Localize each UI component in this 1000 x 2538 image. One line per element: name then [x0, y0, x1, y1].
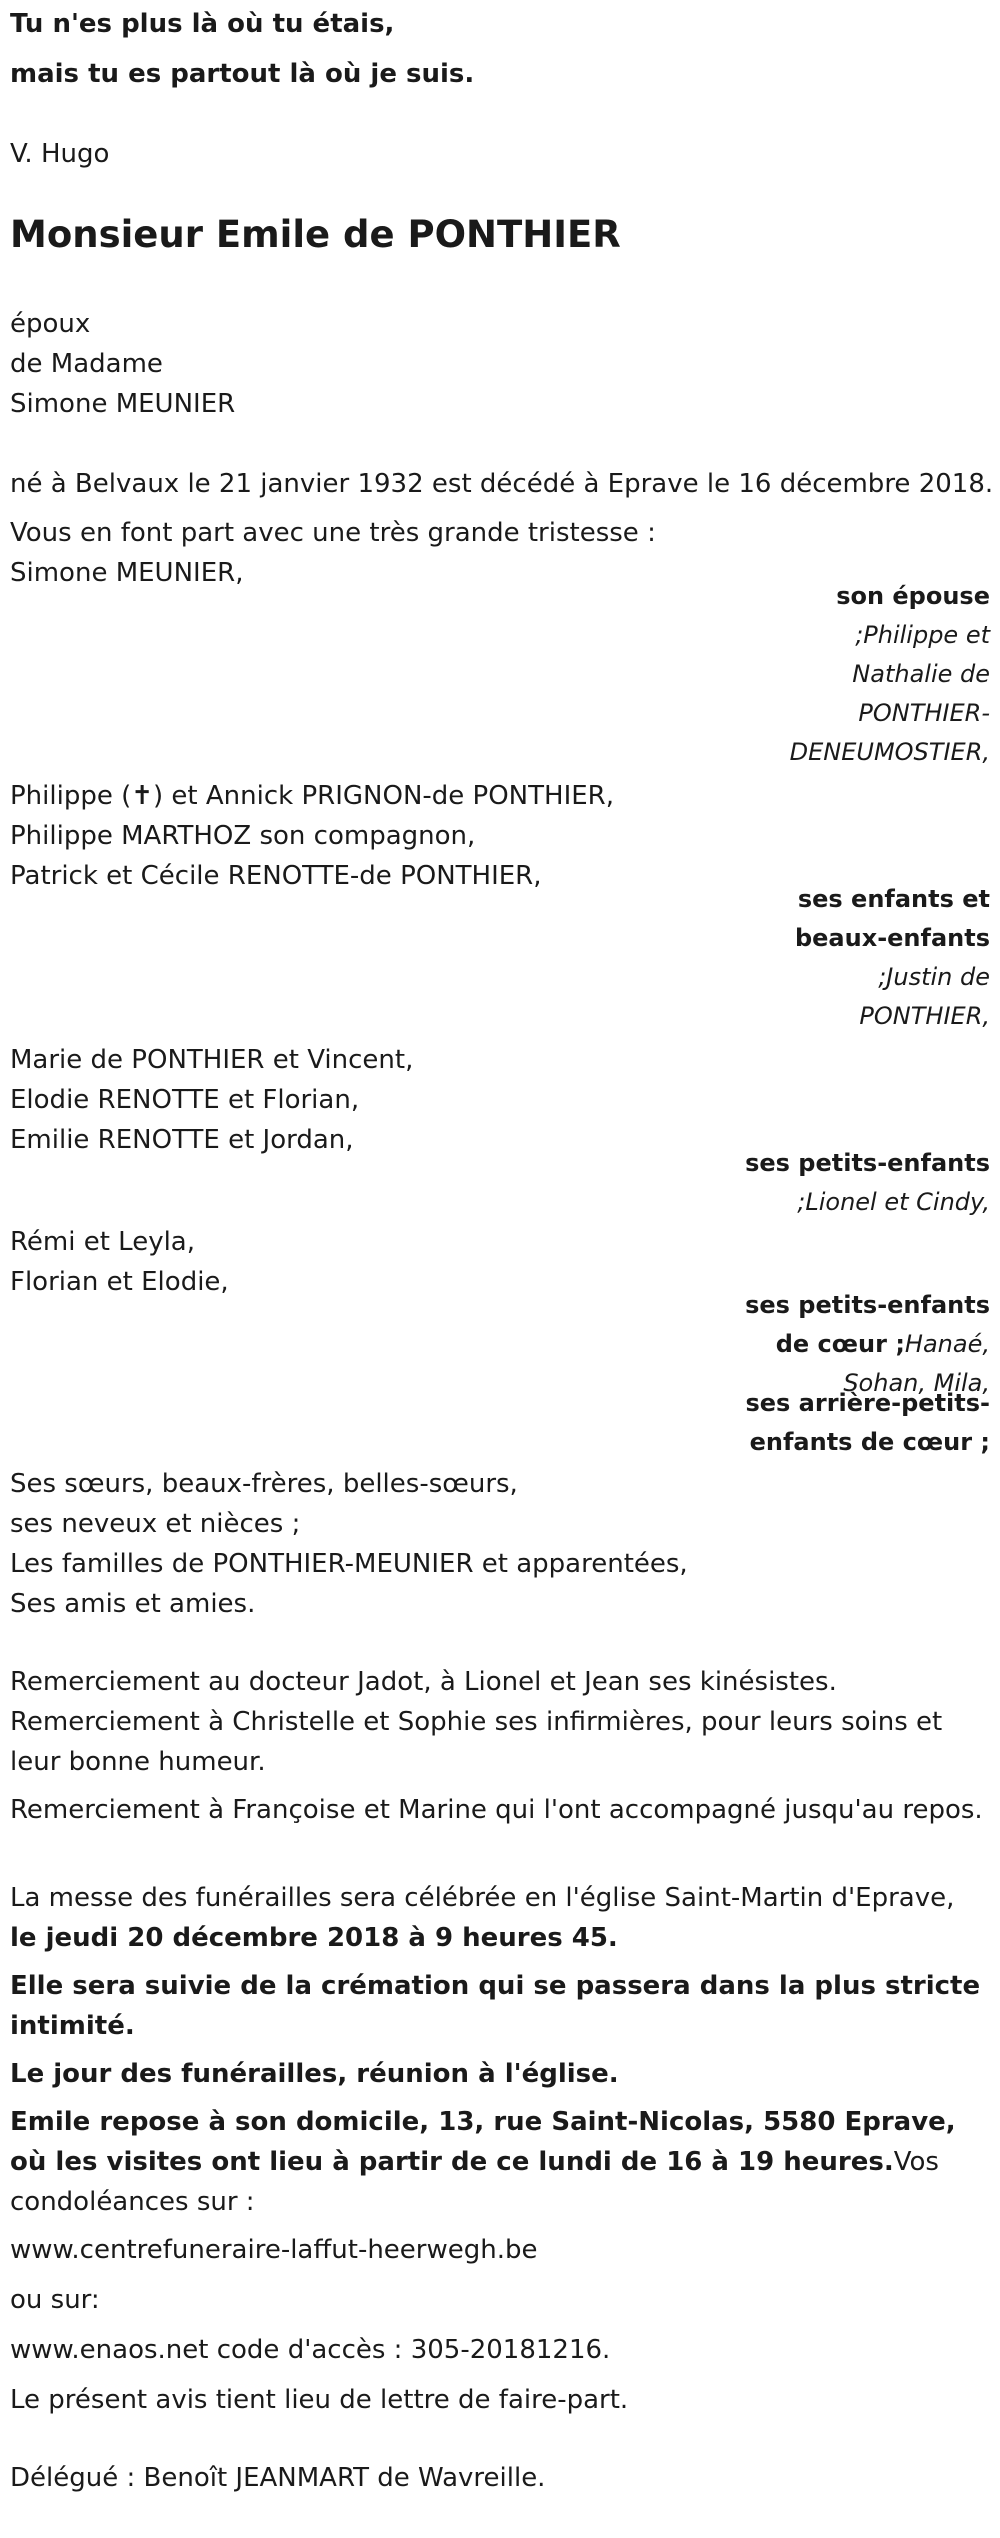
website-link-2[interactable]: www.enaos.net code d'accès : 305-20181216.	[10, 2335, 611, 2365]
thanks-3: Remerciement à Françoise et Marine qui l'ont accompagné jusqu'au repos.	[10, 1795, 983, 1825]
rest-paragraph	[10, 2102, 990, 2222]
spouse-extra-4: DENEUMOSTIER,	[789, 738, 990, 766]
heart-line-1: Rémi et Leyla,	[10, 1227, 195, 1257]
heart-role-1: ses petits-enfants	[745, 1291, 990, 1319]
quote-author: V. Hugo	[10, 139, 110, 169]
spouse-line-1: époux	[10, 309, 91, 339]
heart-role-2: de cœur ;	[775, 1330, 905, 1358]
or-text: ou sur:	[10, 2285, 100, 2315]
children-role-block	[660, 880, 990, 1036]
deceased-name: Monsieur Emile de PONTHIER	[10, 213, 621, 256]
grand-extra: ;Lionel et Cindy,	[797, 1188, 990, 1216]
great-role-block	[660, 1384, 990, 1462]
children-extra-1: ;Justin de	[878, 963, 990, 991]
condolences-text: Vos condoléances sur :	[10, 2147, 939, 2217]
quote-line-1: Tu n'es plus là où tu étais,	[10, 9, 395, 39]
spouse-extra-2: Nathalie de	[852, 660, 990, 688]
notice-text: Le présent avis tient lieu de lettre de faire-part.	[10, 2385, 629, 2415]
spouse-line-2: de Madame	[10, 349, 163, 379]
children-line-3: Patrick et Cécile RENOTTE-de PONTHIER,	[10, 861, 542, 891]
family-intro: Vous en font part avec une très grande tristesse :	[10, 518, 656, 548]
heart-extra-1: Hanaé,	[904, 1330, 990, 1358]
heart-line-2: Florian et Elodie,	[10, 1267, 229, 1297]
spouse-extra-1: ;Philippe et	[855, 621, 990, 649]
grand-role: ses petits-enfants	[745, 1149, 990, 1177]
heart-extra-2: Sohan, Mila,	[843, 1369, 990, 1397]
grand-line-3: Emilie RENOTTE et Jordan,	[10, 1125, 354, 1155]
grand-line-1: Marie de PONTHIER et Vincent,	[10, 1045, 414, 1075]
others-line-3: Les familles de PONTHIER-MEUNIER et apparentées,	[10, 1549, 688, 1579]
cremation-text: Elle sera suivie de la crémation qui se passera dans la plus stricte intimité.	[10, 1971, 981, 2041]
funeral-date: le jeudi 20 décembre 2018 à 9 heures 45.	[10, 1923, 618, 1953]
others-line-1: Ses sœurs, beaux-frères, belles-sœurs,	[10, 1469, 518, 1499]
children-extra-2: PONTHIER,	[859, 1002, 990, 1030]
spouse-line-3: Simone MEUNIER	[10, 389, 236, 419]
children-role-2: beaux-enfants	[794, 924, 990, 952]
rest-bold: Emile repose à son domicile, 13, rue Saint-Nicolas, 5580 Eprave, où les visites ont lieu à partir de ce lundi de 16 à 19 heures.	[10, 2107, 956, 2177]
spouse-extra-3: PONTHIER-	[858, 699, 990, 727]
great-role-2: enfants de cœur ;	[749, 1428, 990, 1456]
children-line-1: Philippe (✝) et Annick PRIGNON-de PONTHIER,	[10, 781, 614, 811]
meeting-text: Le jour des funérailles, réunion à l'église.	[10, 2059, 619, 2089]
others-line-4: Ses amis et amies.	[10, 1589, 256, 1619]
others-line-2: ses neveux et nièces ;	[10, 1509, 301, 1539]
spouse-role: son épouse	[836, 582, 990, 610]
quote-line-2: mais tu es partout là où je suis.	[10, 59, 475, 89]
thanks-2: Remerciement à Christelle et Sophie ses infirmières, pour leurs soins et leur bonne humeur.	[10, 1707, 943, 1777]
delegate-text: Délégué : Benoît JEANMART de Wavreille.	[10, 2463, 546, 2493]
website-link-1[interactable]: www.centrefuneraire-laffut-heerwegh.be	[10, 2235, 538, 2265]
mass-text: La messe des funérailles sera célébrée en l'église Saint-Martin d'Eprave,	[10, 1883, 955, 1913]
children-line-2: Philippe MARTHOZ son compagnon,	[10, 821, 476, 851]
thanks-1: Remerciement au docteur Jadot, à Lionel et Jean ses kinésistes.	[10, 1667, 837, 1697]
spouse-name: Simone MEUNIER,	[10, 558, 244, 588]
grand-role-block	[660, 1144, 990, 1222]
spouse-role-block	[660, 577, 990, 772]
children-role-1: ses enfants et	[797, 885, 990, 913]
great-role-1: ses arrière-petits-	[745, 1389, 990, 1417]
grand-line-2: Elodie RENOTTE et Florian,	[10, 1085, 360, 1115]
birth-death: né à Belvaux le 21 janvier 1932 est décédé à Eprave le 16 décembre 2018.	[10, 469, 994, 499]
